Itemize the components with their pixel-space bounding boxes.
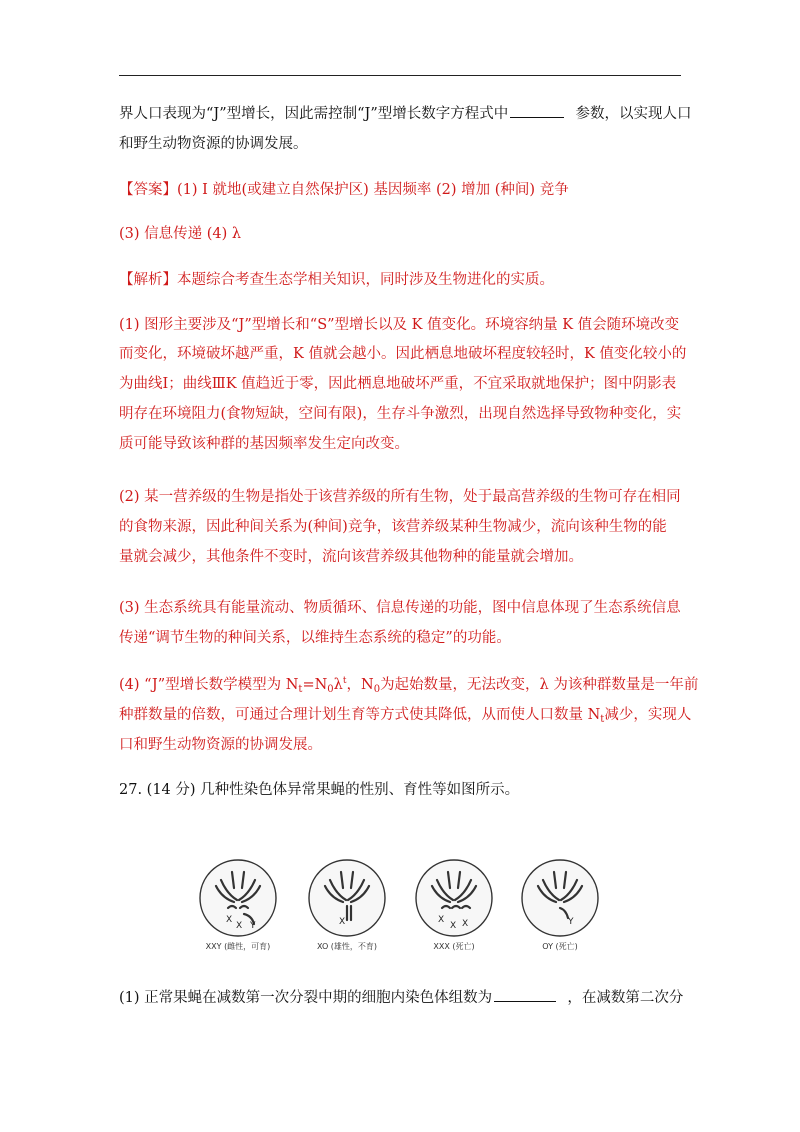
analysis-p4-line-2 — [119, 705, 692, 725]
text-fragment: ，N — [346, 677, 374, 693]
chromosome-label: X — [339, 917, 346, 927]
analysis-p4-line-3: 口和野生动物资源的协调发展。 — [119, 737, 322, 753]
analysis-p1-line: 质可能导致该种群的基因频率发生定向改变。 — [119, 436, 409, 452]
analysis-p2-line: 的食物来源，因此种间关系为(种间)竞争，该营养级某种生物减少，流向该种生物的能 — [119, 519, 667, 535]
text-fragment: 为起始数量，无法改变，λ 为该种群数量是一年前 — [380, 677, 699, 693]
text-line-2: 和野生动物资源的协调发展。 — [119, 136, 308, 152]
cell-caption: OY (死亡) — [542, 942, 578, 951]
analysis-p1-line: 而变化，环境破坏越严重，K 值就会越小。因此栖息地破坏程度较轻时，K 值变化较小的 — [119, 346, 687, 362]
chromosome-label: Y — [250, 921, 256, 931]
analysis-p1-line: 为曲线Ⅰ；曲线ⅢK 值趋近于零，因此栖息地破坏严重，不宜采取就地保护；图中阴影表 — [119, 376, 677, 392]
chromosome-label: X — [226, 915, 233, 925]
cell-xxy — [188, 858, 288, 968]
subscript: 0 — [327, 684, 334, 695]
analysis-p1-line: (1) 图形主要涉及“J”型增长和“S”型增长以及 K 值变化。环境容纳量 K 值会随环境改变 — [119, 317, 680, 333]
text-fragment: 参数，以实现人口 — [575, 106, 692, 122]
text-fragment: 种群数量的倍数，可通过合理计划生育等方式使其降低，从而使人口数量 N — [119, 707, 601, 723]
header-rule — [119, 75, 681, 76]
question-27-sub1 — [119, 988, 689, 1008]
chromosome-figure — [180, 858, 620, 968]
text-fragment: λ — [333, 677, 343, 693]
superscript: t — [342, 676, 347, 686]
answer-blank — [494, 999, 556, 1002]
analysis-p2-line: 量就会减少，其他条件不变时，流向该营养级其他物种的能量就会增加。 — [119, 549, 583, 565]
subscript: t — [600, 714, 605, 725]
analysis-p1-line: 明存在环境阻力(食物短缺，空间有限)，生存斗争激烈，出现自然选择导致物种变化，实 — [119, 406, 682, 422]
chromosome-label: X — [236, 921, 243, 931]
cell-xo — [297, 858, 397, 968]
text-fragment: =N — [302, 677, 328, 693]
analysis-p2-line: (2) 某一营养级的生物是指处于该营养级的所有生物，处于最高营养级的生物可存在相同 — [119, 489, 681, 505]
text-fragment: ，在减数第二次分 — [567, 990, 684, 1006]
cell-xxx — [404, 858, 504, 968]
text-fragment: (1) 正常果蝇在减数第一次分裂中期的细胞内染色体组数为 — [119, 990, 493, 1006]
chromosome-label: X — [450, 921, 457, 931]
analysis-p4-line-1 — [119, 675, 699, 695]
chromosome-label: Y — [568, 917, 574, 927]
question-27-stem: 27. (14 分) 几种性染色体异常果蝇的性别、育性等如图所示。 — [119, 782, 520, 798]
analysis-heading: 【解析】本题综合考查生态学相关知识，同时涉及生物进化的实质。 — [119, 272, 554, 288]
chromosome-label: X — [438, 915, 445, 925]
subscript: 0 — [373, 684, 381, 695]
answer-line-2: (3) 信息传递 (4) λ — [119, 226, 242, 242]
text-fragment: (4) “J”型增长数学模型为 N — [119, 677, 299, 693]
analysis-p3-line: 传递“调节生物的种间关系，以维持生态系统的稳定”的功能。 — [119, 630, 511, 646]
cell-caption: XXY (雌性，可育) — [205, 942, 271, 951]
answer-blank — [510, 115, 564, 118]
analysis-p3-line: (3) 生态系统具有能量流动、物质循环、信息传递的功能，图中信息体现了生态系统信息 — [119, 600, 681, 616]
text-fragment: 界人口表现为“J”型增长，因此需控制“J”型增长数字方程式中 — [119, 106, 509, 122]
subscript: t — [298, 684, 303, 695]
cell-caption: XXX (死亡) — [433, 942, 475, 951]
text-fragment: 减少，实现人 — [604, 707, 692, 723]
text-line-1 — [119, 104, 692, 124]
cell-oy — [510, 858, 610, 968]
answer-line-1: 【答案】(1) Ⅰ 就地(或建立自然保护区) 基因频率 (2) 增加 (种间) 竞争 — [119, 182, 569, 198]
chromosome-label: X — [462, 919, 469, 929]
cell-caption: XO (雄性，不育) — [316, 942, 378, 951]
